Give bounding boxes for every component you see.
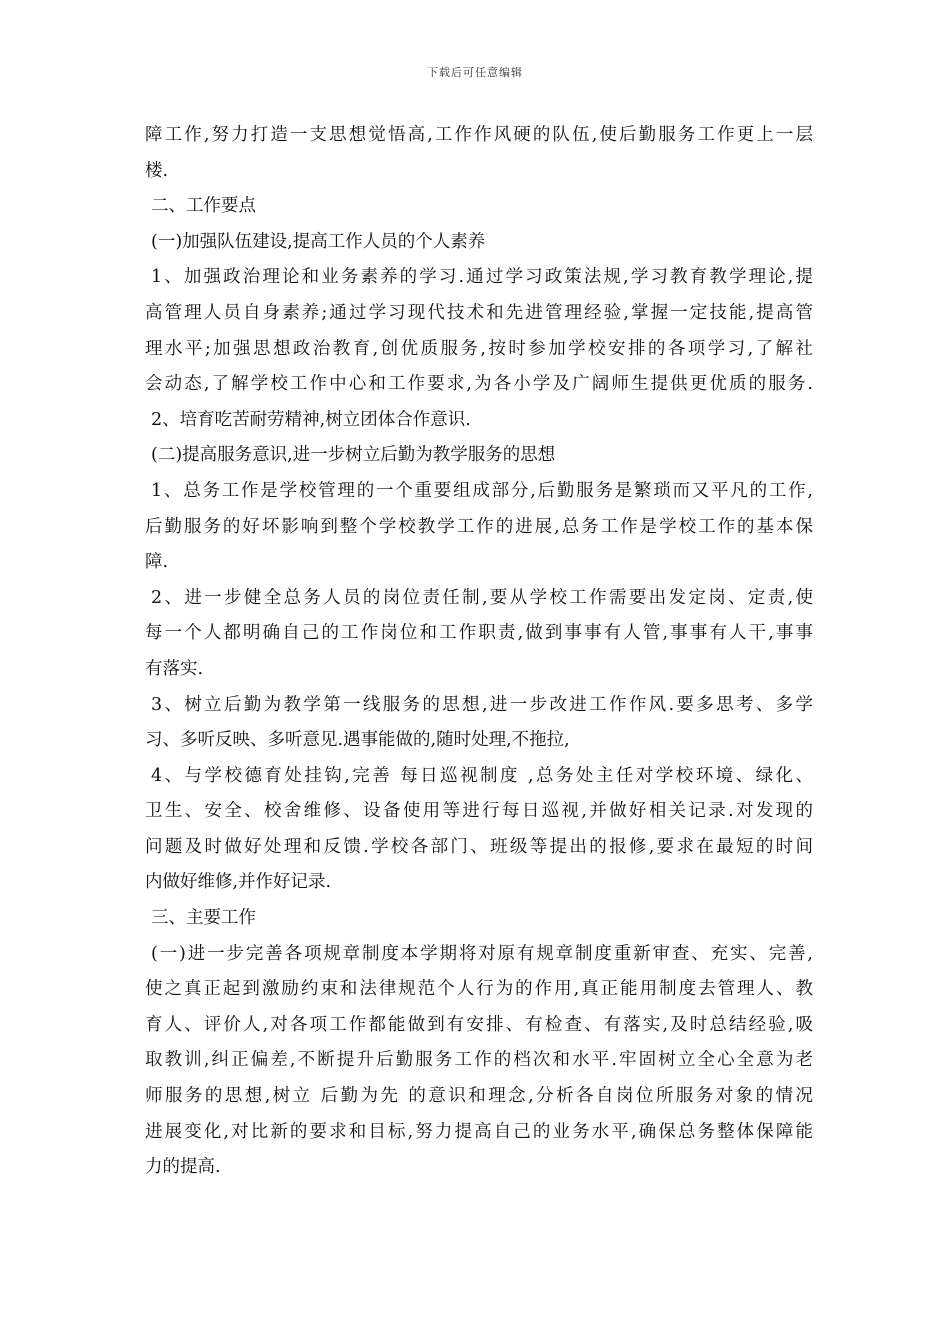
text-line: 会动态,了解学校工作中心和工作要求,为各小学及广阔师生提供更优质的服务. [145, 374, 813, 395]
text-line: 1、加强政治理论和业务素养的学习.通过学习政策法规,学习教育教学理论,提 [151, 267, 813, 288]
text-line: 3、树立后勤为教学第一线服务的思想,进一步改进工作作风.要多思考、多学 [151, 694, 813, 715]
section-heading: 二、工作要点 [151, 196, 256, 217]
page-header: 下载后可任意编辑 [427, 66, 523, 79]
text-line: 问题及时做好处理和反馈.学校各部门、班级等提出的报修,要求在最短的时间 [145, 836, 813, 857]
subsection-heading: (二)提高服务意识,进一步树立后勤为教学服务的思想 [151, 445, 556, 466]
text-line: 理水平;加强思想政治教育,创优质服务,按时参加学校安排的各项学习,了解社 [145, 338, 813, 359]
text-line: (一)进一步完善各项规章制度本学期将对原有规章制度重新审查、充实、完善, [151, 943, 813, 964]
text-line: 使之真正起到激励约束和法律规范个人行为的作用,真正能用制度去管理人、教 [145, 979, 813, 1000]
document-body [145, 118, 813, 1186]
text-line: 2、进一步健全总务人员的岗位责任制,要从学校工作需要出发定岗、定责,使 [151, 587, 813, 608]
text-line: 障工作,努力打造一支思想觉悟高,工作作风硬的队伍,使后勤服务工作更上一层 [145, 125, 813, 145]
text-line: 育人、评价人,对各项工作都能做到有安排、有检查、有落实,及时总结经验,吸 [145, 1014, 813, 1035]
text-line: 每一个人都明确自己的工作岗位和工作职责,做到事事有人管,事事有人干,事事 [145, 623, 813, 644]
text-line: 内做好维修,并作好记录. [145, 872, 332, 893]
text-line: 力的提高. [145, 1157, 221, 1178]
text-line: 卫生、安全、校舍维修、设备使用等进行每日巡视,并做好相关记录.对发现的 [145, 801, 813, 822]
section-heading: 三、主要工作 [151, 908, 256, 929]
text-line: 2、培育吃苦耐劳精神,树立团体合作意识. [151, 409, 471, 430]
text-line: 师服务的思想,树立 后勤为先 的意识和理念,分析各自岗位所服务对象的情况 [145, 1086, 813, 1107]
text-line: 习、多听反映、多听意见.遇事能做的,随时处理,不拖拉, [145, 730, 570, 751]
text-line: 4、与学校德育处挂钩,完善 每日巡视制度 ,总务处主任对学校环境、绿化、 [151, 765, 813, 786]
text-line: 1、总务工作是学校管理的一个重要组成部分,后勤服务是繁琐而又平凡的工作, [151, 480, 813, 501]
text-line: 取教训,纠正偏差,不断提升后勤服务工作的档次和水平.牢固树立全心全意为老 [145, 1050, 813, 1071]
subsection-heading: (一)加强队伍建设,提高工作人员的个人素养 [151, 231, 486, 252]
text-line: 后勤服务的好坏影响到整个学校教学工作的进展,总务工作是学校工作的基本保 [145, 516, 813, 537]
text-line: 高管理人员自身素养;通过学习现代技术和先进管理经验,掌握一定技能,提高管 [145, 302, 813, 323]
text-line: 障. [145, 552, 169, 573]
text-line: 有落实. [145, 658, 204, 679]
text-line: 进展变化,对比新的要求和目标,努力提高自己的业务水平,确保总务整体保障能 [145, 1121, 813, 1142]
text-line: 楼. [145, 160, 169, 181]
